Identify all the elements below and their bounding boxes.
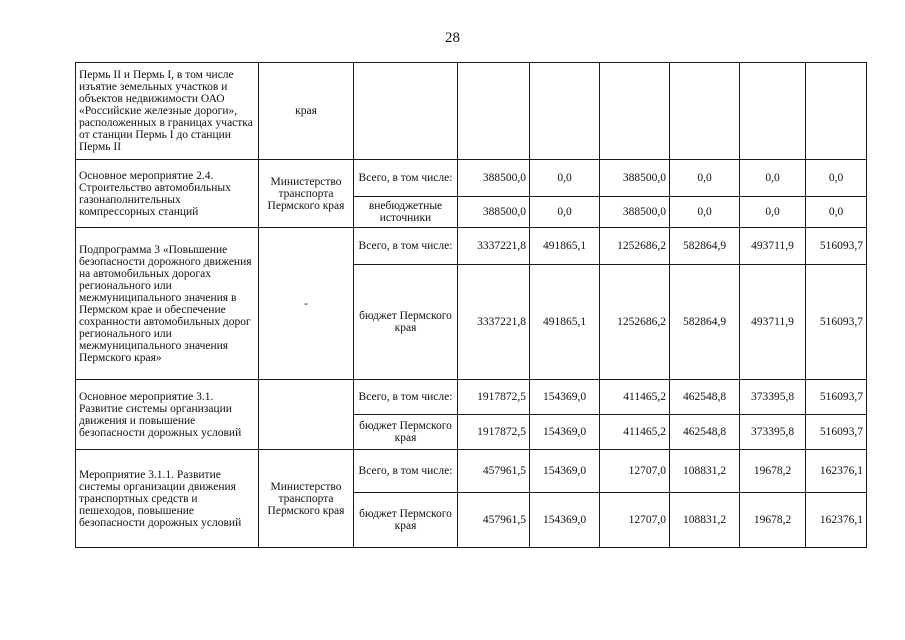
value-y4: 373395,8	[740, 415, 806, 450]
value-y5: 0,0	[806, 197, 867, 228]
funding-source: бюджет Пермского края	[354, 265, 458, 380]
value-y1: 154369,0	[530, 450, 600, 493]
value-y4: 493711,9	[740, 265, 806, 380]
value-y5	[806, 63, 867, 160]
value-y1: 0,0	[530, 197, 600, 228]
value-total: 1917872,5	[458, 380, 530, 415]
measure-name: Основное мероприятие 3.1. Развитие системы организации движения и повышение безопасности дорожных условий	[76, 380, 259, 450]
executor: Министерство транспорта Пермского края	[259, 450, 354, 548]
value-total: 457961,5	[458, 450, 530, 493]
value-total: 3337221,8	[458, 265, 530, 380]
funding-source: Всего, в том числе:	[354, 450, 458, 493]
executor: Министерство транспорта Пермского края	[259, 160, 354, 228]
table-row	[76, 450, 867, 493]
measure-name: Пермь II и Пермь I, в том числе изъятие земельных участков и объектов недвижимости ОАО «Российские железные дороги», расположенных в границах участка от станции Пермь I до станции Пермь II	[76, 63, 259, 160]
table-row	[76, 63, 867, 160]
value-y5: 0,0	[806, 160, 867, 197]
value-y4	[740, 63, 806, 160]
value-total: 1917872,5	[458, 415, 530, 450]
value-y5: 516093,7	[806, 228, 867, 265]
funding-source: бюджет Пермского края	[354, 415, 458, 450]
value-y2: 411465,2	[600, 380, 670, 415]
value-y1: 0,0	[530, 160, 600, 197]
value-y2	[600, 63, 670, 160]
value-y3: 582864,9	[670, 228, 740, 265]
value-y2: 1252686,2	[600, 228, 670, 265]
table-row	[76, 228, 867, 265]
measure-name: Мероприятие 3.1.1. Развитие системы организации движения транспортных средств и пешеходов, повышение безопасности дорожных условий	[76, 450, 259, 548]
value-y1	[530, 63, 600, 160]
table-row	[76, 380, 867, 415]
measure-name: Подпрограмма 3 «Повышение безопасности дорожного движения на автомобильных дорогах регионального или межмуниципального значения в Пермском крае и обеспечение сохранности автомобильных дорог регионального или межмуниципального значения Пермского края»	[76, 228, 259, 380]
funding-source: Всего, в том числе:	[354, 228, 458, 265]
value-y1: 154369,0	[530, 380, 600, 415]
value-total	[458, 63, 530, 160]
value-total: 457961,5	[458, 493, 530, 548]
executor: края	[259, 63, 354, 160]
value-y3: 582864,9	[670, 265, 740, 380]
value-y1: 491865,1	[530, 228, 600, 265]
value-y5: 516093,7	[806, 265, 867, 380]
value-y3: 108831,2	[670, 450, 740, 493]
value-y4: 19678,2	[740, 450, 806, 493]
table-row	[76, 160, 867, 197]
value-y2: 411465,2	[600, 415, 670, 450]
value-y5: 516093,7	[806, 415, 867, 450]
value-y2: 1252686,2	[600, 265, 670, 380]
value-y1: 154369,0	[530, 493, 600, 548]
funding-source: внебюджетные источники	[354, 197, 458, 228]
value-y3	[670, 63, 740, 160]
value-total: 3337221,8	[458, 228, 530, 265]
funding-source: Всего, в том числе:	[354, 160, 458, 197]
value-y3: 0,0	[670, 160, 740, 197]
value-y2: 12707,0	[600, 450, 670, 493]
value-y1: 491865,1	[530, 265, 600, 380]
value-y2: 388500,0	[600, 197, 670, 228]
measure-name: Основное мероприятие 2.4. Строительство автомобильных газонаполнительных компрессорных станций	[76, 160, 259, 228]
funding-source: бюджет Пермского края	[354, 493, 458, 548]
value-y4: 0,0	[740, 197, 806, 228]
value-total: 388500,0	[458, 197, 530, 228]
value-y4: 493711,9	[740, 228, 806, 265]
value-y4: 373395,8	[740, 380, 806, 415]
value-y5: 516093,7	[806, 380, 867, 415]
value-y5: 162376,1	[806, 493, 867, 548]
value-y3: 462548,8	[670, 380, 740, 415]
value-y3: 108831,2	[670, 493, 740, 548]
value-y1: 154369,0	[530, 415, 600, 450]
budget-table	[75, 62, 867, 548]
value-y4: 19678,2	[740, 493, 806, 548]
value-y4: 0,0	[740, 160, 806, 197]
executor: -	[259, 228, 354, 380]
funding-source	[354, 63, 458, 160]
value-y3: 0,0	[670, 197, 740, 228]
page-number: 28	[445, 30, 460, 46]
value-y5: 162376,1	[806, 450, 867, 493]
value-total: 388500,0	[458, 160, 530, 197]
value-y2: 388500,0	[600, 160, 670, 197]
value-y3: 462548,8	[670, 415, 740, 450]
value-y2: 12707,0	[600, 493, 670, 548]
funding-source: Всего, в том числе:	[354, 380, 458, 415]
executor	[259, 380, 354, 450]
